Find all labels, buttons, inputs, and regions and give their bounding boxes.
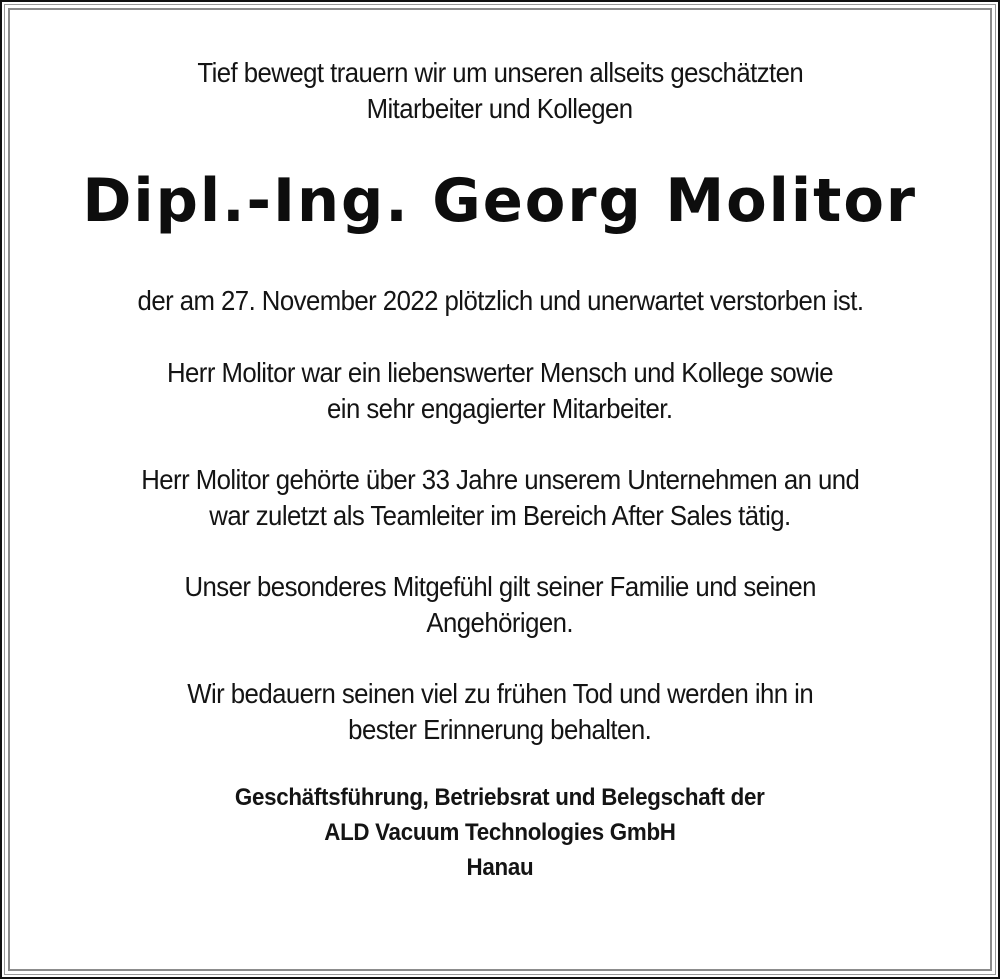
paragraph-text: Herr Molitor gehörte über 33 Jahre unserem Unternehmen an und <box>140 464 860 495</box>
paragraph-text: war zuletzt als Teamleiter im Bereich After Sales tätig. <box>209 500 791 531</box>
paragraph-text: Angehörigen. <box>426 607 574 638</box>
paragraph-3-line-2 <box>0 605 1000 641</box>
signature-company <box>0 815 1000 850</box>
paragraph-text: Herr Molitor war ein liebenswerter Mensch und Kollege sowie <box>166 357 834 388</box>
paragraph-3-line-1 <box>0 569 1000 605</box>
paragraph-2-line-1 <box>0 462 1000 498</box>
paragraph-text: bester Erinnerung behalten. <box>348 714 652 745</box>
intro-line-2 <box>0 91 1000 127</box>
signature-city <box>0 850 1000 885</box>
paragraph-text: Wir bedauern seinen viel zu frühen Tod und werden ihn in <box>187 678 813 709</box>
city-text: Hanau <box>466 854 534 881</box>
deceased-name <box>0 165 1000 237</box>
signature-line-1 <box>0 780 1000 815</box>
intro-text-2: Mitarbeiter und Kollegen <box>367 93 633 124</box>
death-date-line <box>0 283 1000 319</box>
paragraph-4-line-1 <box>0 676 1000 712</box>
paragraph-1-line-1 <box>0 355 1000 391</box>
death-date-text: der am 27. November 2022 plötzlich und unerwartet verstorben ist. <box>137 285 863 316</box>
deceased-name-text: Dipl.-Ing. Georg Molitor <box>82 166 918 236</box>
intro-line-1 <box>0 55 1000 91</box>
paragraph-text: ein sehr engagierter Mitarbeiter. <box>327 393 673 424</box>
intro-text-1: Tief bewegt trauern wir um unseren allseits geschätzten <box>197 57 803 88</box>
paragraph-text: Unser besonderes Mitgefühl gilt seiner Familie und seinen <box>184 571 816 602</box>
paragraph-4-line-2 <box>0 712 1000 748</box>
company-name-text: ALD Vacuum Technologies GmbH <box>324 819 676 846</box>
signature-text: Geschäftsführung, Betriebsrat und Belegschaft der <box>235 784 765 811</box>
paragraph-2-line-2 <box>0 498 1000 534</box>
paragraph-1-line-2 <box>0 391 1000 427</box>
